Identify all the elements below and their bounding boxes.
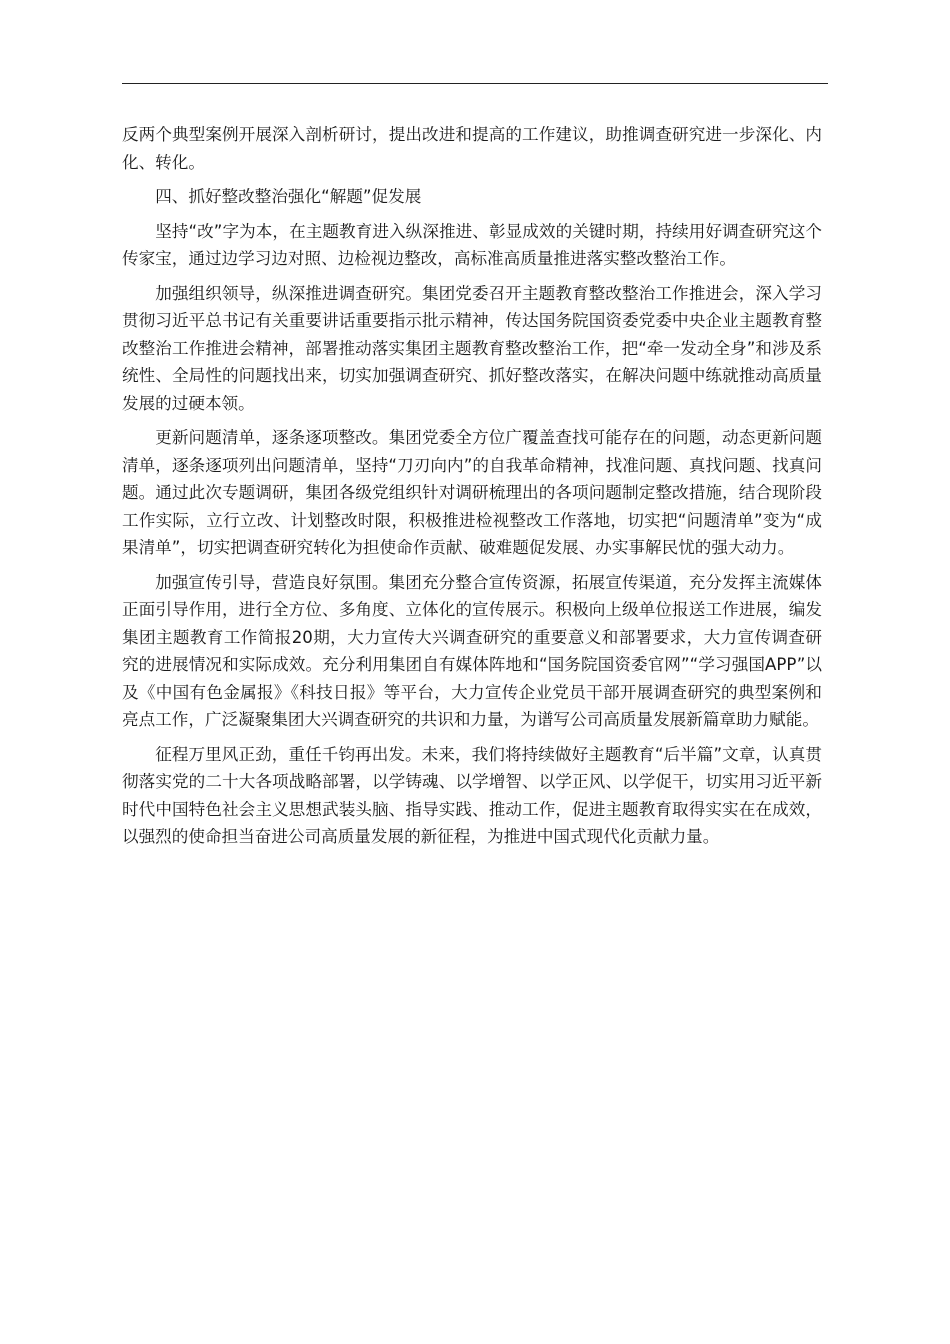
paragraph-continuation: 反两个典型案例开展深入剖析研讨，提出改进和提高的工作建议，助推调查研究进一步深化、内化、转化。 — [122, 125, 822, 172]
paragraph: 加强组织领导，纵深推进调查研究。集团党委召开主题教育整改整治工作推进会，深入学习贯彻习近平总书记有关重要讲话重要指示批示精神，传达国务院国资委党委中央企业主题教育整改整治工作推进会精神，部署推动落实集团主题教育整改整治工作，把“牵一发动全身”和涉及系统性、全局性的问题找出来，切实加强调查研究、抓好整改落实，在解决问题中练就推动高质量发展的过硬本领。 — [122, 283, 822, 413]
paragraph: 征程万里风正劲，重任千钧再出发。未来，我们将持续做好主题教育“后半篇”文章，认真贯彻落实党的二十大各项战略部署，以学铸魂、以学增智、以学正风、以学促干，切实用习近平新时代中国特色社会主义思想武装头脑、指导实践、推动工作，促进主题教育取得实实在在成效，以强烈的使命担当奋进公司高质量发展的新征程，为推进中国式现代化贡献力量。 — [122, 744, 822, 846]
paragraph: 坚持“改”字为本，在主题教育进入纵深推进、彰显成效的关键时期，持续用好调查研究这个传家宝，通过边学习边对照、边检视边整改，高标准高质量推进落实整改整治工作。 — [122, 221, 822, 268]
document-body — [122, 121, 822, 858]
section-heading: 四、抓好整改整治强化“解题”促发展 — [155, 187, 422, 206]
paragraph: 加强宣传引导，营造良好氛围。集团充分整合宣传资源，拓展宣传渠道，充分发挥主流媒体正面引导作用，进行全方位、多角度、立体化的宣传展示。积极向上级单位报送工作进展，编发集团主题教育工作简报20期，大力宣传大兴调查研究的重要意义和部署要求，大力宣传调查研究的进展情况和实际成效。充分利用集团自有媒体阵地和“国务院国资委官网”“学习强国APP”以及《中国有色金属报》《科技日报》等平台，大力宣传企业党员干部开展调查研究的典型案例和亮点工作，广泛凝聚集团大兴调查研究的共识和力量，为谱写公司高质量发展新篇章助力赋能。 — [122, 572, 822, 729]
header-rule — [122, 83, 828, 84]
paragraph: 更新问题清单，逐条逐项整改。集团党委全方位广覆盖查找可能存在的问题，动态更新问题清单，逐条逐项列出问题清单，坚持“刀刃向内”的自我革命精神，找准问题、真找问题、找真问题。通过此次专题调研，集团各级党组织针对调研梳理出的各项问题制定整改措施，结合现阶段工作实际，立行立改、计划整改时限，积极推进检视整改工作落地，切实把“问题清单”变为“成果清单”，切实把调查研究转化为担使命作贡献、破难题促发展、办实事解民忧的强大动力。 — [122, 428, 822, 557]
